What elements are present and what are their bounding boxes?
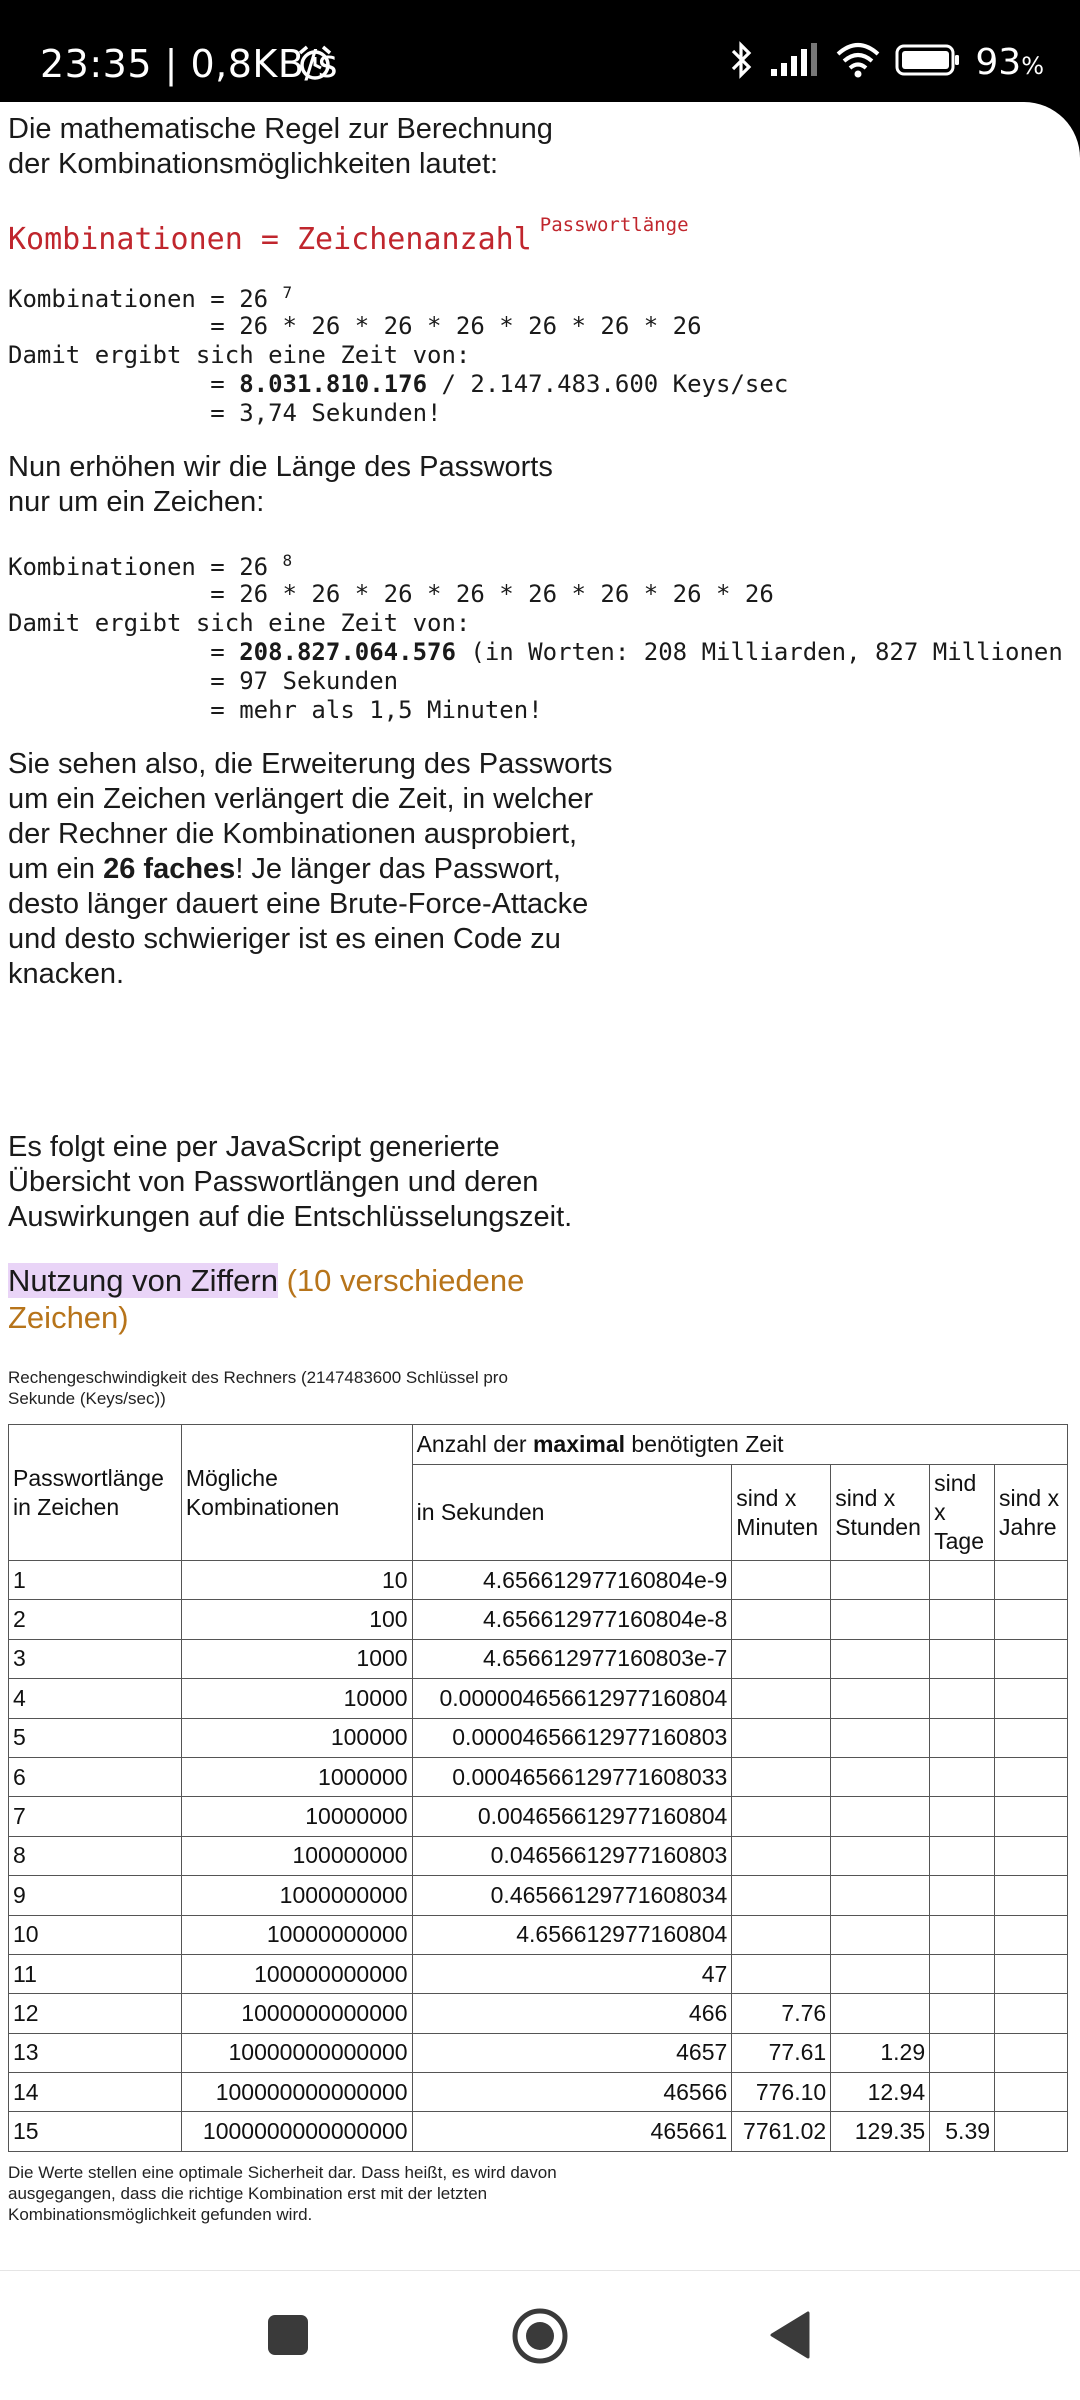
cell-combinations: 10000 [181, 1679, 412, 1718]
cell-hours: 1.29 [831, 2033, 930, 2072]
cell-length: 7 [9, 1797, 182, 1836]
calc7-line5: = 3,74 Sekunden! [8, 399, 442, 427]
cell-combinations: 10000000 [181, 1797, 412, 1836]
cell-years [995, 1600, 1068, 1639]
cell-length: 6 [9, 1757, 182, 1796]
cell-years [995, 1954, 1068, 1993]
cell-combinations: 1000000000000 [181, 1994, 412, 2033]
table-row [9, 1994, 1068, 2033]
cell-seconds: 47 [412, 1954, 732, 1993]
cell-minutes [732, 1718, 831, 1757]
table-row [9, 1836, 1068, 1875]
cell-combinations: 1000000 [181, 1757, 412, 1796]
cell-days [930, 1915, 995, 1954]
cell-years [995, 1561, 1068, 1600]
cell-combinations: 100 [181, 1600, 412, 1639]
cell-seconds: 4657 [412, 2033, 732, 2072]
cell-length: 4 [9, 1679, 182, 1718]
table-row [9, 1954, 1068, 1993]
back-triangle-icon[interactable] [768, 2309, 812, 2366]
bluetooth-icon [729, 40, 755, 85]
cell-days [930, 1561, 995, 1600]
cell-seconds: 4.656612977160804e-8 [412, 1600, 732, 1639]
cell-minutes [732, 1639, 831, 1678]
cell-hours: 129.35 [831, 2112, 930, 2151]
battery-icon [895, 43, 961, 82]
cell-hours [831, 1797, 930, 1836]
cell-years [995, 2033, 1068, 2072]
table-row [9, 2073, 1068, 2112]
cell-years [995, 2073, 1068, 2112]
cell-years [995, 1679, 1068, 1718]
cell-years [995, 1639, 1068, 1678]
cell-hours [831, 1876, 930, 1915]
formula-exponent: Passwortlänge [539, 214, 689, 236]
cell-minutes [732, 1876, 831, 1915]
cell-days [930, 1600, 995, 1639]
cell-combinations: 10000000000 [181, 1915, 412, 1954]
cell-minutes [732, 1561, 831, 1600]
cell-hours [831, 1561, 930, 1600]
navigation-bar [0, 2270, 1080, 2400]
password-time-table [8, 1424, 1068, 2152]
cell-minutes [732, 1600, 831, 1639]
cell-hours [831, 1718, 930, 1757]
cell-combinations: 100000000000000 [181, 2073, 412, 2112]
cell-hours: 12.94 [831, 2073, 930, 2112]
intro-text: Die mathematische Regel zur Berechnung der Kombinationsmöglichkeiten lautet: [8, 113, 553, 180]
battery-percent: 93% [975, 42, 1044, 83]
js-intro-text: Es folgt eine per JavaScript generierte Übersicht von Passwortlängen und deren Auswirkungen auf die Entschlüsselungszeit. [8, 1131, 573, 1233]
cell-combinations: 100000 [181, 1718, 412, 1757]
header-combinations: Mögliche Kombinationen [181, 1425, 412, 1561]
cell-length: 2 [9, 1600, 182, 1639]
cell-years [995, 1797, 1068, 1836]
cell-minutes [732, 1836, 831, 1875]
cell-combinations: 10000000000000 [181, 2033, 412, 2072]
cell-length: 1 [9, 1561, 182, 1600]
calc8-line3: Damit ergibt sich eine Zeit von: [8, 609, 471, 637]
cell-minutes: 7.76 [732, 1994, 831, 2033]
cell-combinations: 100000000 [181, 1836, 412, 1875]
cell-length: 9 [9, 1876, 182, 1915]
cell-hours [831, 1679, 930, 1718]
cell-days [930, 1876, 995, 1915]
cell-seconds: 4.656612977160804 [412, 1915, 732, 1954]
cell-days [930, 1639, 995, 1678]
cell-length: 5 [9, 1718, 182, 1757]
cell-minutes: 7761.02 [732, 2112, 831, 2151]
footer-note: Die Werte stellen eine optimale Sicherheit dar. Dass heißt, es wird davon ausgegangen, dass die richtige Kombination erst mit der letzten Kombinationsmöglichkeit gefunden wird. [8, 2163, 557, 2224]
cell-hours [831, 1639, 930, 1678]
cell-length: 10 [9, 1915, 182, 1954]
signal-icon [769, 42, 821, 83]
cell-combinations: 1000000000000000 [181, 2112, 412, 2151]
formula-main: Kombinationen = Zeichenanzahl $^{Passwortlänge}$ [8, 214, 689, 257]
speed-note: Rechengeschwindigkeit des Rechners (2147483600 Schlüssel pro Sekunde (Keys/sec)) [8, 1368, 508, 1408]
cell-minutes [732, 1757, 831, 1796]
cell-days: 5.39 [930, 2112, 995, 2151]
header-length: Passwortlänge in Zeichen [9, 1425, 182, 1561]
cell-seconds: 0.04656612977160803 [412, 1836, 732, 1875]
status-time-speed: 23:35 | 0,8KB/s [40, 42, 338, 86]
table-row [9, 1915, 1068, 1954]
cell-days [930, 1718, 995, 1757]
calc7-line4: = 8.031.810.176 / 2.147.483.600 Keys/sec [8, 370, 789, 398]
cell-years [995, 1876, 1068, 1915]
home-circle-icon[interactable] [511, 2307, 569, 2370]
cell-seconds: 0.00046566129771608033 [412, 1757, 732, 1796]
header-minutes: sind x Minuten [732, 1465, 831, 1561]
cell-days [930, 2033, 995, 2072]
calc8-line5: = 97 Sekunden [8, 667, 399, 695]
table-row [9, 1797, 1068, 1836]
header-seconds: in Sekunden [412, 1465, 732, 1561]
cell-hours [831, 1954, 930, 1993]
section-title-highlight: Nutzung von Ziffern [8, 1263, 278, 1298]
cell-length: 14 [9, 2073, 182, 2112]
cell-combinations: 10 [181, 1561, 412, 1600]
table-row [9, 1718, 1068, 1757]
cell-length: 12 [9, 1994, 182, 2033]
cell-seconds: 0.00004656612977160803 [412, 1718, 732, 1757]
conclusion-text: Sie sehen also, die Erweiterung des Passworts um ein Zeichen verlängert die Zeit, in welcher der Rechner die Kombinationen ausprobiert, um ein 26 faches! Je länger das Passwort, desto länger dauert eine Brute-Force-Attacke und desto schwieriger ist es einen Code zu knacken. [8, 748, 613, 990]
cell-seconds: 4.656612977160804e-9 [412, 1561, 732, 1600]
table-row [9, 1600, 1068, 1639]
cell-hours [831, 1836, 930, 1875]
cell-seconds: 4.656612977160803e-7 [412, 1639, 732, 1678]
wifi-icon [835, 41, 881, 84]
header-hours: sind x Stunden [831, 1465, 930, 1561]
cell-minutes [732, 1915, 831, 1954]
cell-minutes [732, 1679, 831, 1718]
calc7-line1: Kombinationen = 26 $^7$ [8, 283, 293, 313]
cell-length: 8 [9, 1836, 182, 1875]
cell-combinations: 100000000000 [181, 1954, 412, 1993]
header-days: sind x Tage [930, 1465, 995, 1561]
table-row [9, 1561, 1068, 1600]
cell-years [995, 1994, 1068, 2033]
header-years: sind x Jahre [995, 1465, 1068, 1561]
cell-years [995, 2112, 1068, 2151]
cell-hours [831, 1994, 930, 2033]
cell-seconds: 0.46566129771608034 [412, 1876, 732, 1915]
alarm-icon [296, 44, 334, 87]
section-title [8, 1262, 648, 1336]
cell-minutes: 77.61 [732, 2033, 831, 2072]
cell-combinations: 1000 [181, 1639, 412, 1678]
cell-days [930, 2073, 995, 2112]
cell-days [930, 1954, 995, 1993]
cell-days [930, 1994, 995, 2033]
page-content[interactable] [0, 102, 1080, 2270]
increase-text: Nun erhöhen wir die Länge des Passworts nur um ein Zeichen: [8, 451, 553, 518]
cell-years [995, 1836, 1068, 1875]
table-row [9, 1757, 1068, 1796]
cell-years [995, 1718, 1068, 1757]
cell-years [995, 1757, 1068, 1796]
cell-hours [831, 1757, 930, 1796]
cell-length: 11 [9, 1954, 182, 1993]
cell-seconds: 0.004656612977160804 [412, 1797, 732, 1836]
calc8-line1: Kombinationen = 26 $^8$ [8, 551, 293, 581]
cell-days [930, 1757, 995, 1796]
calc7-line3: Damit ergibt sich eine Zeit von: [8, 341, 471, 369]
table-row [9, 1876, 1068, 1915]
table-row [9, 1639, 1068, 1678]
table-row [9, 1679, 1068, 1718]
cell-length: 13 [9, 2033, 182, 2072]
calc8-line2: = 26 * 26 * 26 * 26 * 26 * 26 * 26 * 26 [8, 580, 774, 608]
calc7-line2: = 26 * 26 * 26 * 26 * 26 * 26 * 26 [8, 312, 702, 340]
cell-combinations: 1000000000 [181, 1876, 412, 1915]
cell-length: 15 [9, 2112, 182, 2151]
cell-minutes [732, 1954, 831, 1993]
cell-minutes [732, 1797, 831, 1836]
cell-years [995, 1915, 1068, 1954]
cell-seconds: 465661 [412, 2112, 732, 2151]
cell-minutes: 776.10 [732, 2073, 831, 2112]
cell-hours [831, 1915, 930, 1954]
header-time-group: Anzahl der maximal benötigten Zeit [412, 1425, 1067, 1465]
calc8-line6: = mehr als 1,5 Minuten! [8, 696, 543, 724]
cell-length: 3 [9, 1639, 182, 1678]
cell-days [930, 1679, 995, 1718]
cell-days [930, 1797, 995, 1836]
calc8-line4: = 208.827.064.576 (in Worten: 208 Milliarden, 827 Millionen [8, 638, 1063, 666]
cell-seconds: 0.000004656612977160804 [412, 1679, 732, 1718]
cell-days [930, 1836, 995, 1875]
cell-seconds: 46566 [412, 2073, 732, 2112]
table-row [9, 2033, 1068, 2072]
cell-hours [831, 1600, 930, 1639]
cell-seconds: 466 [412, 1994, 732, 2033]
table-row [9, 2112, 1068, 2151]
status-bar [0, 0, 1080, 110]
recents-square-icon[interactable] [266, 2313, 310, 2362]
section-title-sub: (10 verschiedene Zeichen) [8, 1263, 525, 1335]
